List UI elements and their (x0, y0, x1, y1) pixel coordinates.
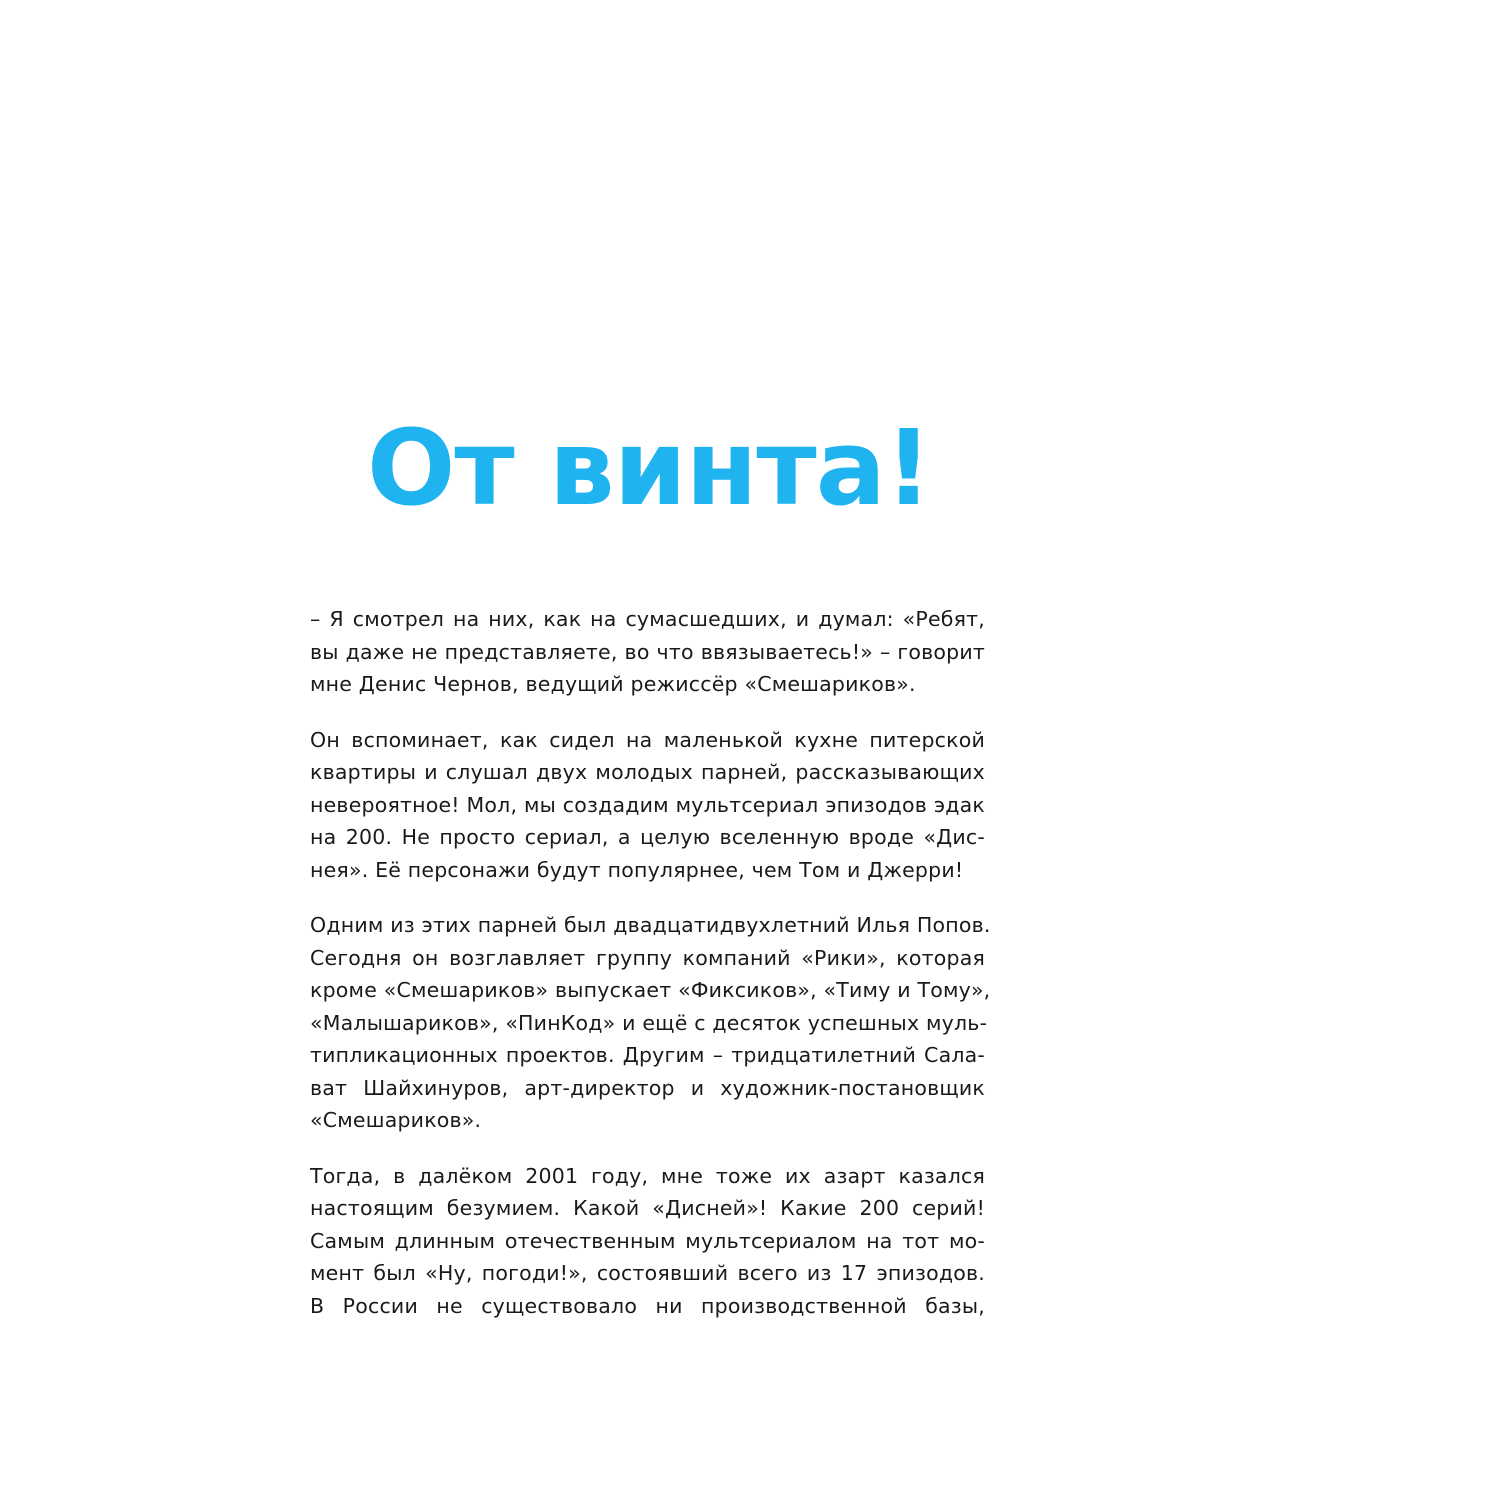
text-line: Тогда, в далёком 2001 году, мне тоже их азарт казался (310, 1163, 985, 1188)
text-line: квартиры и слушал двух молодых парней, рассказывающих (310, 760, 985, 784)
text-line: нея». Её персонажи будут популярнее, чем Том и Джерри! (310, 857, 964, 882)
text-line: вы даже не представляете, во что ввязываетесь!» – говорит (310, 639, 985, 664)
paragraph-2 (310, 724, 985, 887)
text-line: мне Денис Чернов, ведущий режиссёр «Смешариков». (310, 672, 916, 696)
body-text (310, 603, 991, 1345)
text-line: «Малышариков», «ПинКод» и ещё с десяток успешных муль- (310, 1010, 988, 1035)
text-line: ват Шайхинуров, арт-директор и художник-постановщик (310, 1075, 985, 1100)
text-line: В России не существовало ни производственной базы, (310, 1293, 985, 1318)
paragraph-1 (310, 603, 985, 701)
text-line: мент был «Ну, погоди!», состоявший всего из 17 эпизодов. (310, 1261, 985, 1285)
chapter-title: От винта! (367, 407, 932, 529)
text-line: Сегодня он возглавляет группу компаний «Рики», которая (310, 945, 985, 970)
text-line: типликационных проектов. Другим – тридцатилетний Сала- (310, 1043, 985, 1067)
text-line: невероятное! Мол, мы создадим мультсериал эпизодов эдак (310, 792, 985, 817)
paragraph-3 (310, 909, 991, 1137)
text-line: «Смешариков». (310, 1108, 482, 1132)
text-line: настоящим безумием. Какой «Дисней»! Какие 200 серий! (310, 1196, 985, 1220)
text-line: кроме «Смешариков» выпускает «Фиксиков», «Тиму и Тому», (310, 978, 991, 1002)
text-line: Одним из этих парней был двадцатидвухлетний Илья Попов. (310, 913, 991, 937)
text-line: Он вспоминает, как сидел на маленькой кухне питерской (310, 727, 985, 752)
text-line: – Я смотрел на них, как на сумасшедших, и думал: «Ребят, (310, 607, 985, 631)
text-line: на 200. Не просто сериал, а целую вселенную вроде «Дис- (310, 825, 985, 849)
paragraph-4 (310, 1160, 985, 1323)
text-line: Самым длинным отечественным мультсериалом на тот мо- (310, 1228, 985, 1253)
